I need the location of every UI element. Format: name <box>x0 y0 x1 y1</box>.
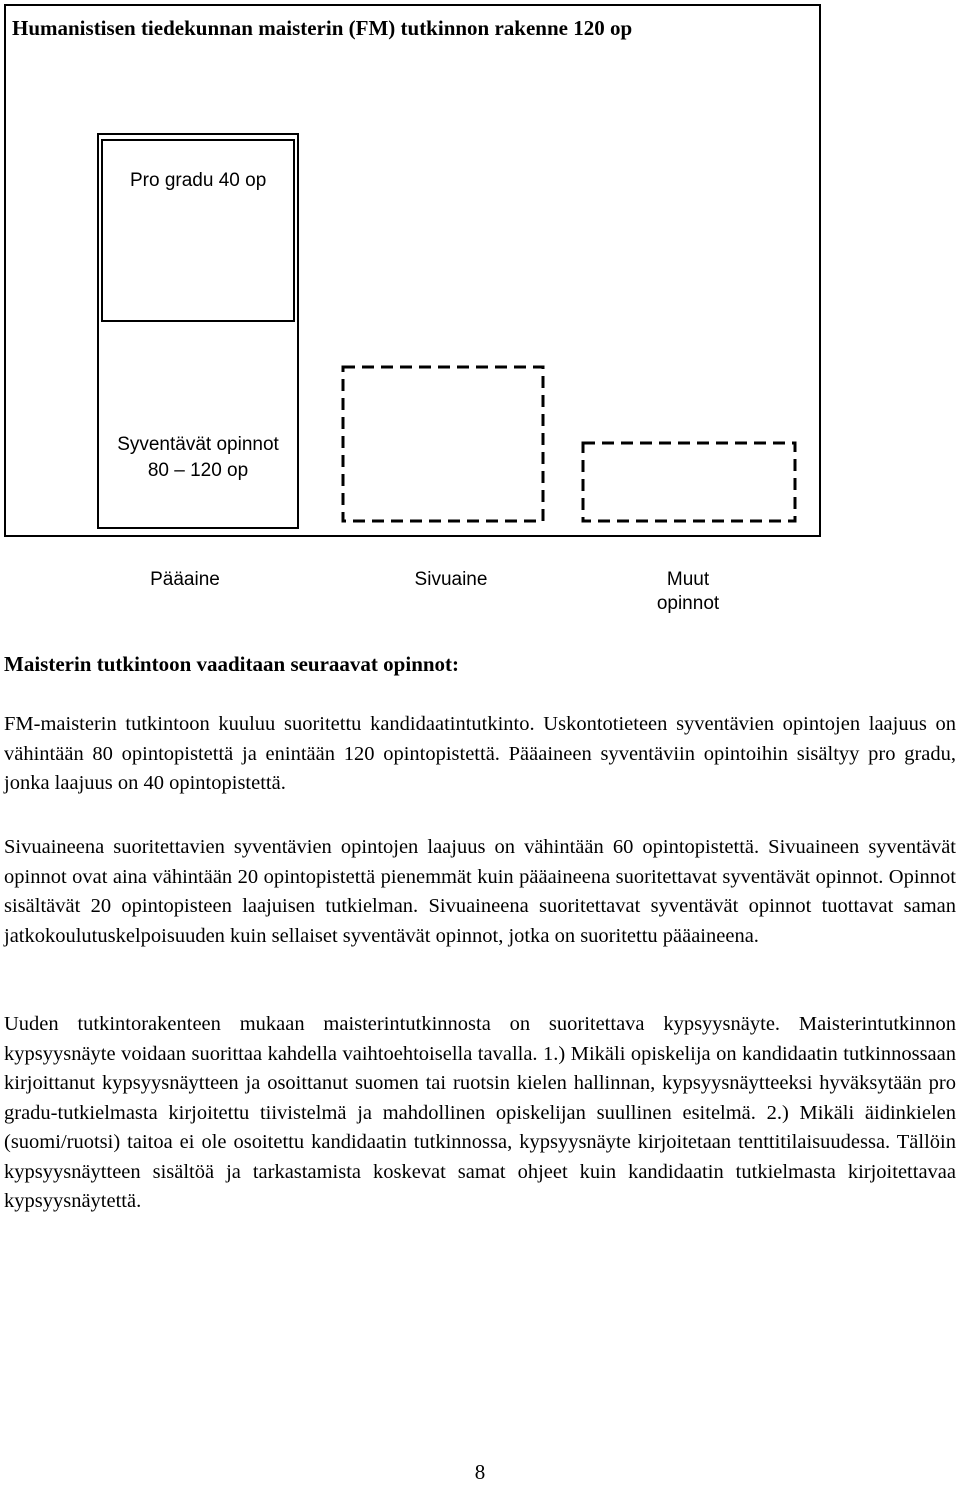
diagram-title: Humanistisen tiedekunnan maisterin (FM) tutkinnon rakenne 120 op <box>12 16 633 40</box>
syventavat-label <box>108 432 288 484</box>
paragraph-1: FM-maisterin tutkintoon kuuluu suoritettu kandidaatintutkinto. Uskontotieteen syventävien opintojen laajuus on vähintään 80 opintopistettä ja enintään 120 opintopistettä. Pääaineen syventäviin opintoihin sisältyy pro gradu, jonka laajuus on 40 opintopistettä. <box>4 713 956 794</box>
paragraph-2: Sivuaineena suoritettavien syventävien opintojen laajuus on vähintään 60 opintopistettä. Sivuaineen syventävät opinnot ovat aina vähintään 20 opintopistettä pienemmät kuin pääaineena suoritettavat syventävät opinnot. Opinnot sisältävät 20 opintopisteen laajuisen tutkielman. Sivuaineena suoritettavat syventävät opinnot tuottavat saman jatkokoulutuskelpoisuuden kuin sellaiset syventävät opinnot, jotka on suoritettu pääaineena. <box>4 836 956 947</box>
pro-gradu-block <box>101 139 295 322</box>
pro-gradu-label: Pro gradu 40 op <box>130 170 267 191</box>
muut-opinnot-dashed-block <box>580 440 798 524</box>
syventavat-label-line1: Syventävät opinnot <box>117 434 279 455</box>
syventavat-label-line2: 80 – 120 op <box>147 460 249 481</box>
section-heading: Maisterin tutkintoon vaaditaan seuraavat opinnot: <box>4 652 460 676</box>
sivuaine-dashed-block <box>340 364 546 524</box>
axis-label-muut-line2: opinnot <box>656 593 720 614</box>
axis-label-muut-opinnot <box>630 568 746 616</box>
axis-label-paaaine: Pääaine <box>150 569 220 590</box>
page-number: 8 <box>474 1460 486 1484</box>
paragraph-3: Uuden tutkintorakenteen mukaan maisterintutkinnosta on suoritettava kypsyysnäyte. Maisterintutkinnon kypsyysnäyte voidaan suorittaa kahdella vaihtoehtoisella tavalla. 1.) Mikäli opiskelija on kandidaatin tutkinnossaan kirjoittanut kypsyysnäytteen ja osoittanut suomen tai ruotsin kielen hallinnan, kypsyysnäytteeksi hyväksytään pro gradu-tutkielmasta kirjoitettu tiivistelmä ja mahdollinen opiskelijan suullinen esitelmä. 2.) Mikäli äidinkielen (suomi/ruotsi) taitoa ei ole osoitettu kandidaatin tutkinnossa, kypsyysnäyte kirjoitetaan tenttitilaisuudessa. Tällöin kypsyysnäytteen sisältöä ja tarkastamista koskevat samat ohjeet kuin kandidaatin tutkielmasta kirjoitettavaa kypsyysnäytettä. <box>4 1013 956 1212</box>
axis-label-muut-line1: Muut <box>666 569 710 590</box>
axis-label-sivuaine: Sivuaine <box>414 569 488 590</box>
